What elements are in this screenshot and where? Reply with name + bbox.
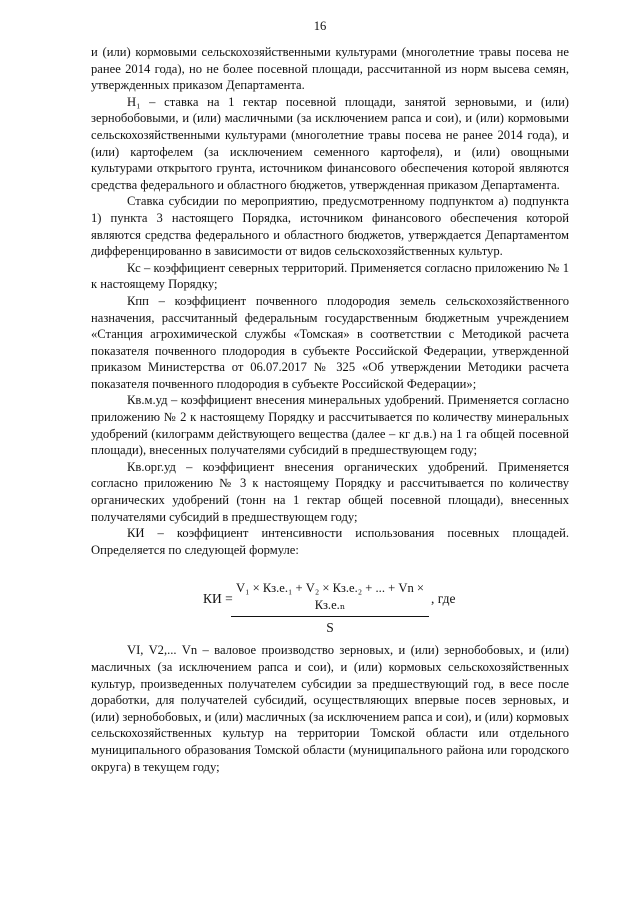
document-body [91, 44, 569, 775]
paragraph-1: и (или) кормовыми сельскохозяйственными культурами (многолетние травы посева не ранее 2014 года), но не более посевной площади, рассчитанной из норм высева семян, утвержденных приказом Департамента. [91, 45, 569, 93]
formula-tail: , где [431, 591, 456, 607]
paragraph-2: Н₁ – ставка на 1 гектар посевной площади, занятой зерновыми, и (или) зернобобовыми, и (или) масличными (за исключением рапса и сои), и (или) кормовыми сельскохозяйственными культурами (многолетние травы посева не ранее 2014 года), и (или) картофелем (за исключением семенного картофеля), и (или) овощными культурами открытого грунта, источником финансового обеспечения которой являются средства федерального и областного бюджетов, утвержденная приказом Департамента. [91, 94, 569, 192]
paragraph-7: Кв.орг.уд – коэффициент внесения органических удобрений. Применяется согласно приложению № 3 к настоящему Порядку и рассчитывается по количеству органических удобрений (тонн на 1 гектар общей посевной площади), внесенных получателями субсидий в предшествующем году; [91, 459, 569, 524]
paragraph-6: Кв.м.уд – коэффициент внесения минеральных удобрений. Применяется согласно приложению № 2 к настоящему Порядку и рассчитывается по количеству минеральных удобрений (килограмм действующего вещества (далее – кг д.в.) на 1 га общей посевной площади), внесенных получателями субсидий в предшествующем году; [91, 393, 569, 458]
formula-lhs: КИ = [203, 591, 233, 607]
formula-ki [91, 578, 569, 635]
formula-numerator: V₁ × Кз.е.₁ + V₂ × Кз.е.₂ + ... + Vn × Кз.е.ₙ [231, 580, 429, 616]
paragraph-4: Кс – коэффициент северных территорий. Применяется согласно приложению № 1 к настоящему Порядку; [91, 260, 569, 292]
paragraph-9: VI, V2,... Vn – валовое производство зерновых, и (или) зернобобовых, и (или) масличных (за исключением рапса и сои), и (или) кормовых сельскохозяйственных культур, произведенных получателем субсидии за предшествующий год, в весе после доработки, для получателей субсидий, осуществляющих впервые посев зерновых, и (или) зернобобовых, и (или) масличных (за исключением рапса и сои), и (или) кормовых сельскохозяйственных культур на территории Томской области или отдельного муниципального образования Томской области (муниципального района или городского округа) в текущем году; [91, 643, 569, 774]
paragraph-5: Кпп – коэффициент почвенного плодородия земель сельскохозяйственного назначения, рассчитанный федеральным государственным бюджетным учреждением «Станция агрохимической службы «Томская» в соответствии с Методикой расчета показателя почвенного плодородия в субъекте Российской Федерации, утвержденной приказом Министерства от 06.07.2017 № 325 «Об утверждении Методики расчета показателя почвенного плодородия в субъекте Российской Федерации»; [91, 293, 569, 391]
paragraph-8: КИ – коэффициент интенсивности использования посевных площадей. Определяется по следующей формуле: [91, 526, 569, 557]
paragraph-3: Ставка субсидии по мероприятию, предусмотренному подпунктом а) подпункта 1) пункта 3 настоящего Порядка, источником финансового обеспечения которой являются средства федерального и областного бюджетов, утверждается Департаментом дифференцированно в зависимости от видов сельскохозяйственных культур. [91, 194, 569, 259]
page-number: 16 [313, 19, 327, 33]
formula-denominator: S [326, 619, 334, 635]
formula-fraction [231, 580, 429, 636]
